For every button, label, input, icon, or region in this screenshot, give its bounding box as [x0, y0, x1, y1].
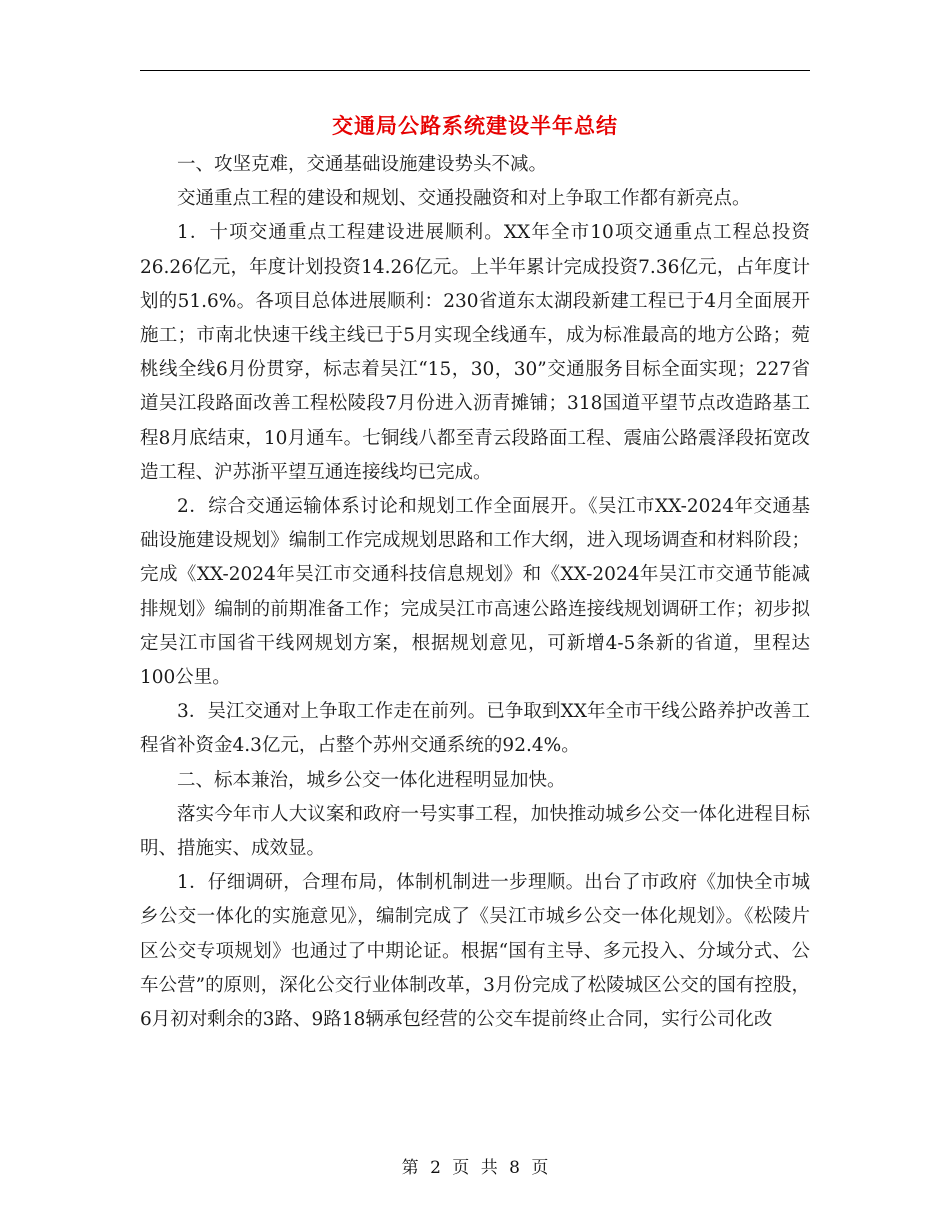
section-heading-2: 二、标本兼治，城乡公交一体化进程明显加快。: [177, 769, 566, 791]
paragraph: 3．吴江交通对上争取工作走在前列。已争取到XX年全市干线公路养护改善工程省补资金4.3亿元，占整个苏州交通系统的92.4%。: [140, 701, 810, 757]
document-body: [140, 148, 810, 1037]
paragraph: 1．十项交通重点工程建设进展顺利。XX年全市10项交通重点工程总投资26.26亿元，年度计划投资14.26亿元。上半年累计完成投资7.36亿元，占年度计划的51.6%。各项目总体进展顺利：230省道东太湖段新建工程已于4月全面展开施工；市南北快速干线主线已于5月实现全线通车，成为标准最高的地方公路；菀桃线全线6月份贯穿，标志着吴江“15，30，30”交通服务目标全面实现；227省道吴江段路面改善工程松陵段7月份进入沥青摊铺；318国道平望节点改造路基工程8月底结束，10月通车。七铜线八都至青云段路面工程、震庙公路震泽段拓宽改造工程、沪苏浙平望互通连接线均已完成。: [140, 222, 810, 483]
paragraph: 交通重点工程的建设和规划、交通投融资和对上争取工作都有新亮点。: [177, 188, 751, 210]
paragraph: 2．综合交通运输体系讨论和规划工作全面展开。《吴江市XX-2024年交通基础设施建设规划》编制工作完成规划思路和工作大纲，进入现场调查和材料阶段；完成《XX-2024年吴江市交通科技信息规划》和《XX-2024年吴江市交通节能减排规划》编制的前期准备工作；完成吴江市高速公路连接线规划调研工作；初步拟定吴江市国省干线网规划方案，根据规划意见，可新增4-5条新的省道，里程达100公里。: [140, 496, 810, 689]
paragraph: 1．仔细调研，合理布局，体制机制进一步理顺。出台了市政府《加快全市城乡公交一体化的实施意见》，编制完成了《吴江市城乡公交一体化规划》。《松陵片区公交专项规划》也通过了中期论证。根据“国有主导、多元投入、分域分式、公车公营”的原则，深化公交行业体制改革，3月份完成了松陵城区公交的国有控股，6月初对剩余的3路、9路18辆承包经营的公交车提前终止合同，实行公司化改: [140, 872, 810, 1031]
section-heading-1: 一、攻坚克难，交通基础设施建设势头不减。: [177, 154, 548, 175]
document-title: 交通局公路系统建设半年总结: [332, 113, 618, 138]
paragraph: 落实今年市人大议案和政府一号实事工程，加快推动城乡公交一体化进程目标明、措施实、成效显。: [140, 803, 810, 860]
header-rule: [140, 70, 810, 71]
page-number-footer: 第 2 页 共 8 页: [401, 1158, 549, 1178]
